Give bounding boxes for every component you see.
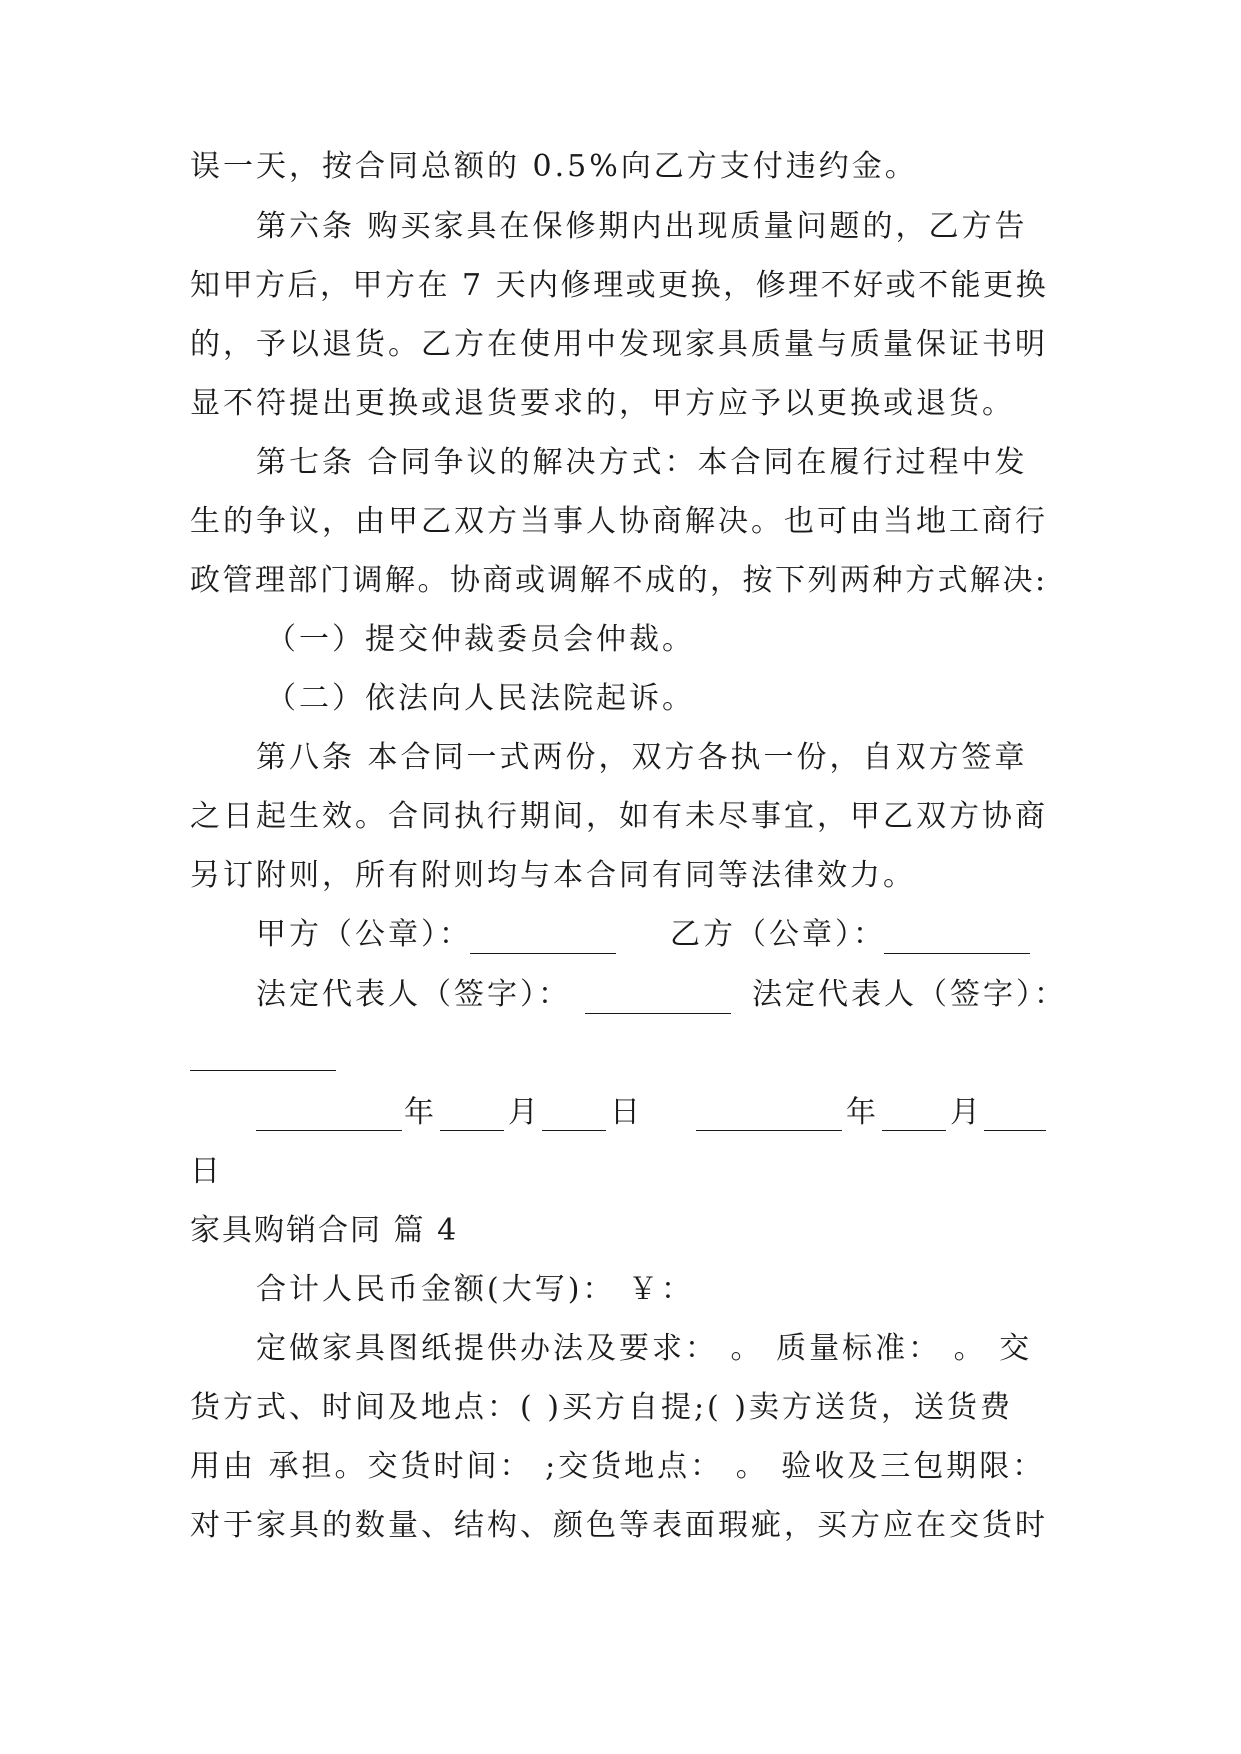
party-a-seal-blank [470,953,616,954]
section-title: 家具购销合同 篇 4 [190,1213,459,1248]
year-b-blank [696,1130,842,1131]
day-a-blank [542,1130,606,1131]
text-line: 的，予以退货。乙方在使用中发现家具质量与质量保证书明 [190,327,1048,362]
rep-b-label: 法定代表人（签字）： [752,977,1067,1012]
text-line: 之日起生效。合同执行期间，如有未尽事宜，甲乙双方协商 [190,799,1048,834]
text-line: （二）依法向人民法院起诉。 [266,681,695,716]
text-line: 第六条 购买家具在保修期内出现质量问题的，乙方告 [256,209,1028,244]
month-b-label: 月 [950,1095,983,1130]
text-line: 生的争议，由甲乙双方当事人协商解决。也可由当地工商行 [190,504,1048,539]
text-line: 对于家具的数量、结构、颜色等表面瑕疵，买方应在交货时 [190,1508,1048,1543]
year-b-label: 年 [846,1095,879,1130]
text-line: 定做家具图纸提供办法及要求： 。 质量标准： 。 交 [256,1331,1033,1366]
day-b-label: 日 [190,1154,223,1189]
party-b-seal-label: 乙方（公章）： [670,917,886,952]
text-line: 用由 承担。交货时间： ;交货地点： 。 验收及三包期限： [190,1449,1046,1484]
text-line: 第七条 合同争议的解决方式：本合同在履行过程中发 [256,445,1028,480]
rep-b-blank [190,1070,336,1071]
text-line: 知甲方后，甲方在 7 天内修理或更换，修理不好或不能更换 [190,268,1049,303]
rep-a-label: 法定代表人（签字）： [256,977,571,1012]
text-line: 合计人民币金额(大写)： ￥： [256,1272,694,1307]
text-line: （一）提交仲裁委员会仲裁。 [266,622,695,657]
party-a-seal-label: 甲方（公章）： [256,917,472,952]
party-b-seal-blank [884,953,1030,954]
text-line: 货方式、时间及地点：( )买方自提;( )卖方送货，送货费 [190,1390,1013,1425]
text-line: 另订附则，所有附则均与本合同有同等法律效力。 [190,858,916,893]
year-a-label: 年 [404,1095,437,1130]
month-a-blank [440,1130,504,1131]
day-a-label: 日 [610,1095,643,1130]
rep-a-blank [585,1013,731,1014]
day-b-blank [984,1130,1046,1131]
text-line: 政管理部门调解。协商或调解不成的，按下列两种方式解决: [190,563,1048,598]
text-line: 显不符提出更换或退货要求的，甲方应予以更换或退货。 [190,386,1015,421]
text-line: 第八条 本合同一式两份，双方各执一份，自双方签章 [256,740,1028,775]
month-a-label: 月 [508,1095,541,1130]
month-b-blank [882,1130,946,1131]
text-line: 误一天，按合同总额的 0.5%向乙方支付违约金。 [190,149,918,184]
year-a-blank [256,1130,402,1131]
